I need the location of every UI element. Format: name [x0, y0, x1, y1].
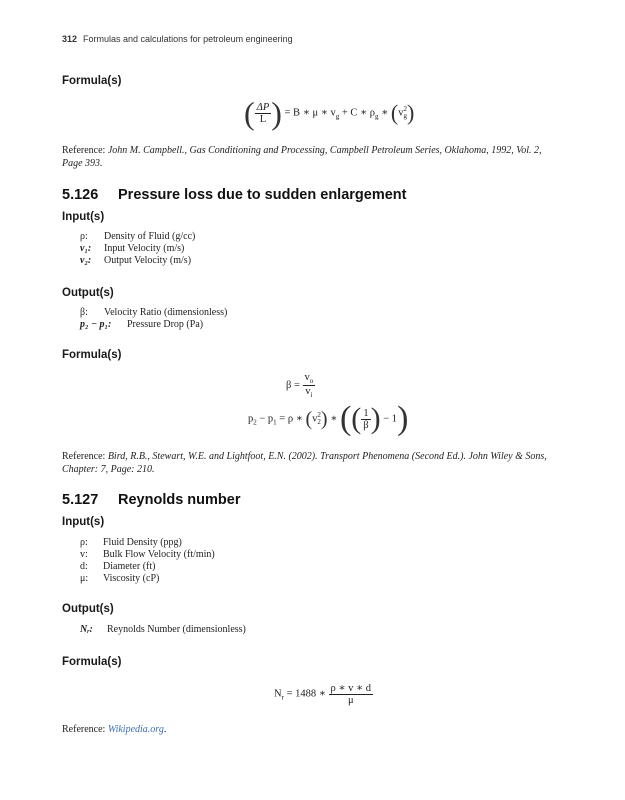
input-item-v2: v₂: Output Velocity (m/s) [80, 255, 192, 266]
input-item-diameter: d: Diameter (ft) [80, 561, 156, 572]
formula-heading-126: Formula(s) [62, 349, 122, 361]
reference-campbell: Reference: John M. Campbell., Gas Conditioning and Processing, Campbell Petroleum Series, Oklahoma, 1992, Vol. 2, Page 393. [62, 145, 542, 169]
reynolds-equation: $N_r = 1488$ ∗ $\frac{\rho ∗ v ∗ d}{\mu}$ [274, 683, 372, 706]
beta-equation: β = $\frac{v_o}{v_i}$ [286, 372, 314, 400]
input-item-fluid-density: ρ: Fluid Density (ppg) [80, 537, 182, 548]
output-heading-126: Output(s) [62, 287, 114, 299]
output-item-pressure-drop: p₂ − p₁: Pressure Drop (Pa) [80, 319, 204, 330]
output-item-reynolds: Nᵣ: Reynolds Number (dimensionless) [80, 624, 246, 635]
output-item-beta: β: Velocity Ratio (dimensionless) [80, 307, 228, 318]
formula-heading: Formula(s) [62, 75, 122, 87]
output-heading-127: Output(s) [62, 603, 114, 615]
input-item-v1: v₁: Input Velocity (m/s) [80, 243, 185, 254]
pressure-drop-equation: $p_2 - p_1 = \rho$ ∗ (v 2 2 ) ∗ (( $\frac{1}{\beta}$ ) − 1) [248, 400, 409, 437]
campbell-equation: ( $\frac{\Delta P}{L}$ ) = B ∗ μ ∗ $v_g + C$ ∗ $\rho_g$ ∗ (v 2 g ) [244, 95, 415, 131]
page-number: 312 [62, 34, 78, 44]
section-5-127-title: 5.127 Reynolds number [62, 492, 241, 508]
input-item-viscosity: μ: Viscosity (cP) [80, 573, 160, 584]
page-header [62, 34, 293, 44]
reference-wikipedia: Reference: Wikipedia.org. [62, 724, 167, 735]
formula-heading-127: Formula(s) [62, 656, 122, 668]
running-title: Formulas and calculations for petroleum engineering [83, 34, 293, 44]
wikipedia-link[interactable]: Wikipedia.org [107, 724, 164, 735]
input-heading-126: Input(s) [62, 211, 105, 223]
input-item-bulk-velocity: v: Bulk Flow Velocity (ft/min) [80, 549, 215, 560]
reference-bird: Reference: Bird, R.B., Stewart, W.E. and Lightfoot, E.N. (2002). Transport Phenomena (Second Ed.). John Wiley & Sons, Chapter: 7, Page: 210. [62, 451, 547, 475]
input-item-rho: ρ: Density of Fluid (g/cc) [80, 231, 196, 242]
section-5-126-title: 5.126 Pressure loss due to sudden enlargement [62, 187, 407, 203]
input-heading-127: Input(s) [62, 516, 105, 528]
